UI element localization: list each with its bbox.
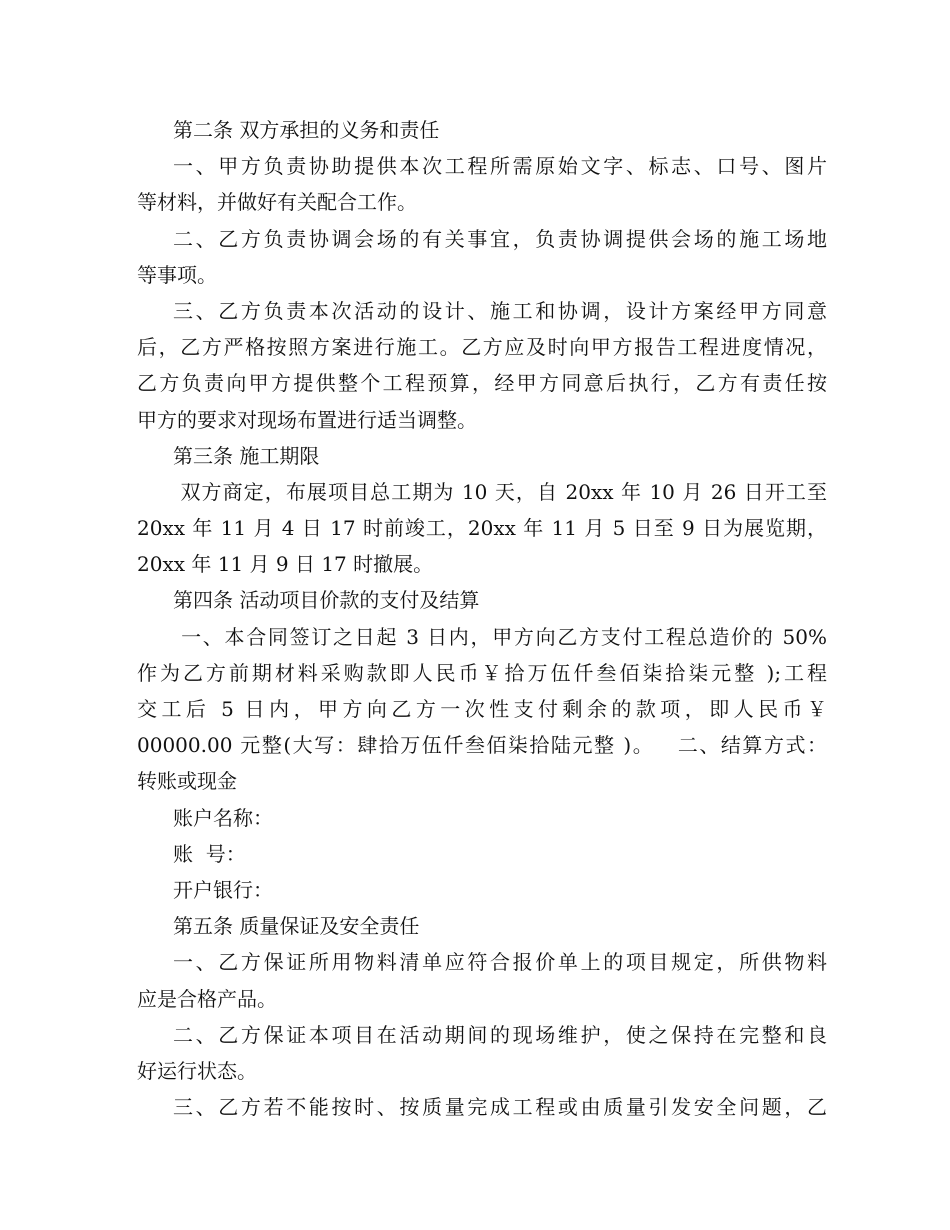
paragraph-line: 20xx 年 11 月 4 日 17 时前竣工，20xx 年 11 月 5 日至 9 日为展览期， [137, 516, 827, 541]
article-4-heading: 第四条 活动项目价款的支付及结算 [173, 588, 480, 613]
paragraph-line: 后，乙方严格按照方案进行施工。乙方应及时向甲方报告工程进度情况， [137, 335, 827, 360]
article-3-heading: 第三条 施工期限 [173, 443, 320, 468]
article-2-heading: 第二条 双方承担的义务和责任 [173, 118, 440, 142]
account-name-label: 账户名称： [173, 805, 273, 830]
paragraph-line: 应是合格产品。 [137, 986, 277, 1011]
bank-label: 开户银行： [173, 877, 273, 902]
paragraph-line: 一、乙方保证所用物料清单应符合报价单上的项目规定，所供物料 [173, 950, 827, 975]
paragraph-line: 好运行状态。 [137, 1058, 257, 1083]
paragraph-line: 乙方负责向甲方提供整个工程预算，经甲方同意后执行，乙方有责任按 [137, 371, 827, 396]
paragraph-line: 二、乙方负责协调会场的有关事宜，负责协调提供会场的施工场地 [173, 226, 827, 251]
paragraph-line: 作为乙方前期材料采购款即人民币￥拾万伍仟叁佰柒拾柒元整 );工程 [137, 660, 827, 685]
paragraph-line: 甲方的要求对现场布置进行适当调整。 [137, 407, 477, 432]
contract-page [137, 112, 827, 1125]
paragraph-line: 等事项。 [137, 262, 217, 287]
paragraph-line: 二、乙方保证本项目在活动期间的现场维护，使之保持在完整和良 [173, 1022, 827, 1047]
paragraph-line: 转账或现金 [137, 769, 237, 794]
paragraph-line: 交工后 5 日内，甲方向乙方一次性支付剩余的款项，即人民币￥ [137, 697, 827, 721]
paragraph-line: 一、甲方负责协助提供本次工程所需原始文字、标志、口号、图片 [173, 154, 827, 179]
paragraph-line: 三、乙方负责本次活动的设计、施工和协调，设计方案经甲方同意 [173, 298, 827, 323]
paragraph-line: 00000.00 元整(大写：肆拾万伍仟叁佰柒拾陆元整 )。 二、结算方式： [137, 733, 827, 758]
paragraph-line: 等材料，并做好有关配合工作。 [137, 190, 417, 215]
paragraph-line: 20xx 年 11 月 9 日 17 时撤展。 [137, 552, 434, 577]
article-5-heading: 第五条 质量保证及安全责任 [173, 914, 420, 939]
paragraph-line: 一、本合同签订之日起 3 日内，甲方向乙方支付工程总造价的 50% [173, 624, 827, 649]
paragraph-line: 双方商定，布展项目总工期为 10 天，自 20xx 年 10 月 26 日开工至 [173, 479, 827, 504]
account-number-label: 账 号： [173, 841, 246, 866]
paragraph-line: 三、乙方若不能按时、按质量完成工程或由质量引发安全问题，乙 [173, 1095, 827, 1120]
